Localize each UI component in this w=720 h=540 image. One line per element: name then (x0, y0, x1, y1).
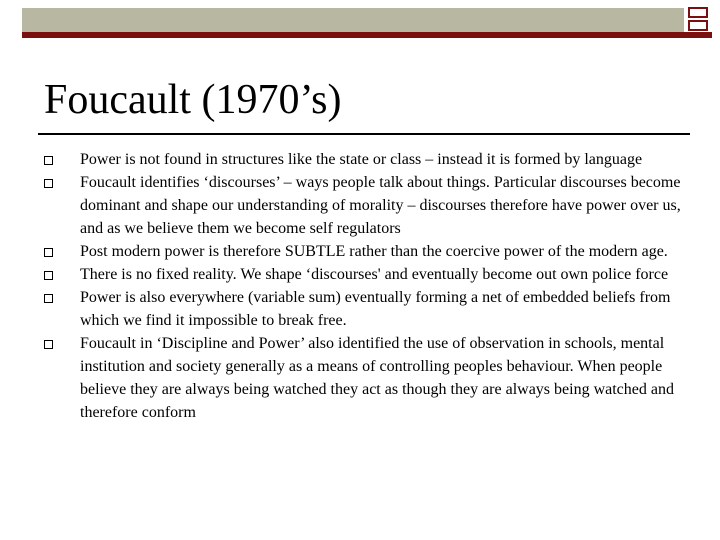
bullet-list (44, 148, 689, 424)
hollow-square-bullet-icon (44, 294, 53, 303)
bullet-item (44, 263, 689, 286)
bullet-text: Foucault identifies ‘discourses’ – ways people talk about things. Particular discourses become dominant and shape our understanding of morality – discourses therefore have power over us, and as we believe them we become self regulators (80, 174, 681, 237)
slide-title: Foucault (1970’s) (44, 77, 342, 123)
bullet-item (44, 148, 689, 171)
corner-square-icon (688, 7, 708, 18)
bullet-item (44, 240, 689, 263)
corner-square-icon (688, 20, 708, 31)
bullet-item (44, 171, 689, 240)
hollow-square-bullet-icon (44, 340, 53, 349)
hollow-square-bullet-icon (44, 179, 53, 188)
bullet-text: There is no fixed reality. We shape ‘discourses' and eventually become out own police force (80, 266, 669, 283)
hollow-square-bullet-icon (44, 271, 53, 280)
hollow-square-bullet-icon (44, 248, 53, 257)
header-accent-bar (22, 32, 712, 38)
bullet-text: Power is also everywhere (variable sum) eventually forming a net of embedded beliefs from which we find it impossible to break free. (80, 289, 671, 329)
hollow-square-bullet-icon (44, 156, 53, 165)
bullet-item (44, 286, 689, 332)
header-band (22, 8, 684, 32)
bullet-text: Post modern power is therefore SUBTLE rather than the coercive power of the modern age. (80, 243, 668, 260)
title-divider (38, 133, 690, 135)
bullet-item (44, 332, 689, 424)
bullet-text: Power is not found in structures like the state or class – instead it is formed by language (80, 151, 643, 168)
bullet-text: Foucault in ‘Discipline and Power’ also identified the use of observation in schools, mental institution and society generally as a means of controlling peoples behaviour. When people believe they are always being watched they act as though they are always being watched and therefore conform (80, 335, 674, 421)
